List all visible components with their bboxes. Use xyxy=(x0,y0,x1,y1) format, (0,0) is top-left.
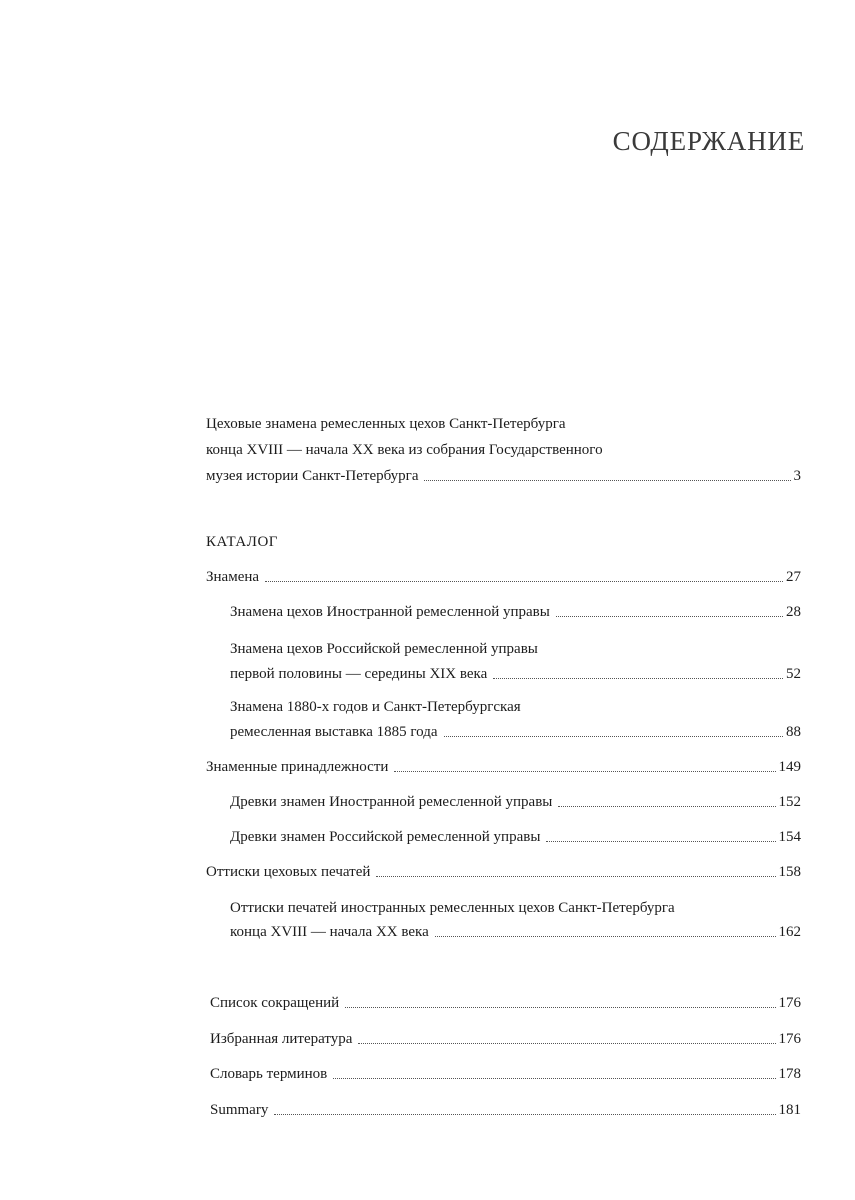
dot-leader xyxy=(558,806,775,807)
toc-entry-line: конца XVIII — начала XX века из собрания Государственного xyxy=(206,442,603,458)
toc-entry-text: Список сокращений xyxy=(210,995,340,1011)
toc-entry-line: Оттиски печатей иностранных ремесленных цехов Санкт-Петербурга xyxy=(230,900,675,916)
dot-leader xyxy=(424,480,790,481)
toc-page-number: 3 xyxy=(793,468,801,484)
toc-entry[interactable] xyxy=(210,1029,801,1049)
dot-leader xyxy=(376,876,775,877)
toc-entry-text: Summary xyxy=(210,1102,269,1118)
toc-entry[interactable] xyxy=(230,602,801,622)
toc-page-number: 27 xyxy=(786,569,801,585)
toc-entry[interactable] xyxy=(230,792,801,812)
toc-entry[interactable] xyxy=(230,639,801,684)
dot-leader xyxy=(444,736,784,737)
toc-entry-text: музея истории Санкт-Петербурга xyxy=(206,468,419,484)
toc-entry-line: Цеховые знамена ремесленных цехов Санкт-Петербурга xyxy=(206,416,566,432)
toc-entry[interactable] xyxy=(206,567,801,587)
toc-entry[interactable] xyxy=(206,862,801,882)
toc-page-number: 176 xyxy=(778,995,801,1011)
toc-page-number: 162 xyxy=(778,924,801,940)
toc-entry[interactable] xyxy=(230,898,801,942)
toc-entry[interactable] xyxy=(230,827,801,847)
toc-page-number: 52 xyxy=(786,666,801,682)
toc-entry-text: конца XVIII — начала XX века xyxy=(230,924,429,940)
toc-entry-line: Знамена цехов Российской ремесленной управы xyxy=(230,641,538,657)
toc-entry-text: Знамена xyxy=(206,569,260,585)
toc-entry[interactable] xyxy=(210,1100,801,1120)
toc-page-number: 181 xyxy=(778,1102,801,1118)
toc-entry[interactable] xyxy=(206,757,801,777)
toc-entry-text: Знаменные принадлежности xyxy=(206,759,389,775)
toc-page-number: 88 xyxy=(786,724,801,740)
page-title: СОДЕРЖАНИЕ xyxy=(612,126,805,156)
catalog-heading: КАТАЛОГ xyxy=(206,534,278,550)
toc-entry-text: ремесленная выставка 1885 года xyxy=(230,724,438,740)
toc-entry-text: Древки знамен Иностранной ремесленной управы xyxy=(230,794,553,810)
toc-entry-text: первой половины — середины XIX века xyxy=(230,666,488,682)
toc-entry-line: Знамена 1880-х годов и Санкт-Петербургская xyxy=(230,699,521,715)
dot-leader xyxy=(358,1043,775,1044)
toc-entry-intro[interactable] xyxy=(206,414,801,486)
toc-page-number: 176 xyxy=(778,1031,801,1047)
dot-leader xyxy=(556,616,783,617)
toc-entry-text: Избранная литература xyxy=(210,1031,353,1047)
toc-entry[interactable] xyxy=(230,697,801,742)
toc-page-number: 178 xyxy=(778,1066,801,1082)
toc-entry-text: Оттиски цеховых печатей xyxy=(206,864,371,880)
toc-entry[interactable] xyxy=(210,1064,801,1084)
toc-page-number: 28 xyxy=(786,604,801,620)
toc-entry-text: Древки знамен Российской ремесленной управы xyxy=(230,829,541,845)
dot-leader xyxy=(274,1114,775,1115)
toc-page-number: 158 xyxy=(778,864,801,880)
toc-page-number: 152 xyxy=(778,794,801,810)
dot-leader xyxy=(345,1007,775,1008)
dot-leader xyxy=(435,936,776,937)
toc-entry[interactable] xyxy=(210,993,801,1013)
dot-leader xyxy=(493,678,783,679)
dot-leader xyxy=(394,771,775,772)
dot-leader xyxy=(265,581,783,582)
toc-page-number: 154 xyxy=(778,829,801,845)
toc-entry-text: Словарь терминов xyxy=(210,1066,328,1082)
dot-leader xyxy=(546,841,775,842)
dot-leader xyxy=(333,1078,775,1079)
toc-entry-text: Знамена цехов Иностранной ремесленной управы xyxy=(230,604,550,620)
toc-page-number: 149 xyxy=(778,759,801,775)
